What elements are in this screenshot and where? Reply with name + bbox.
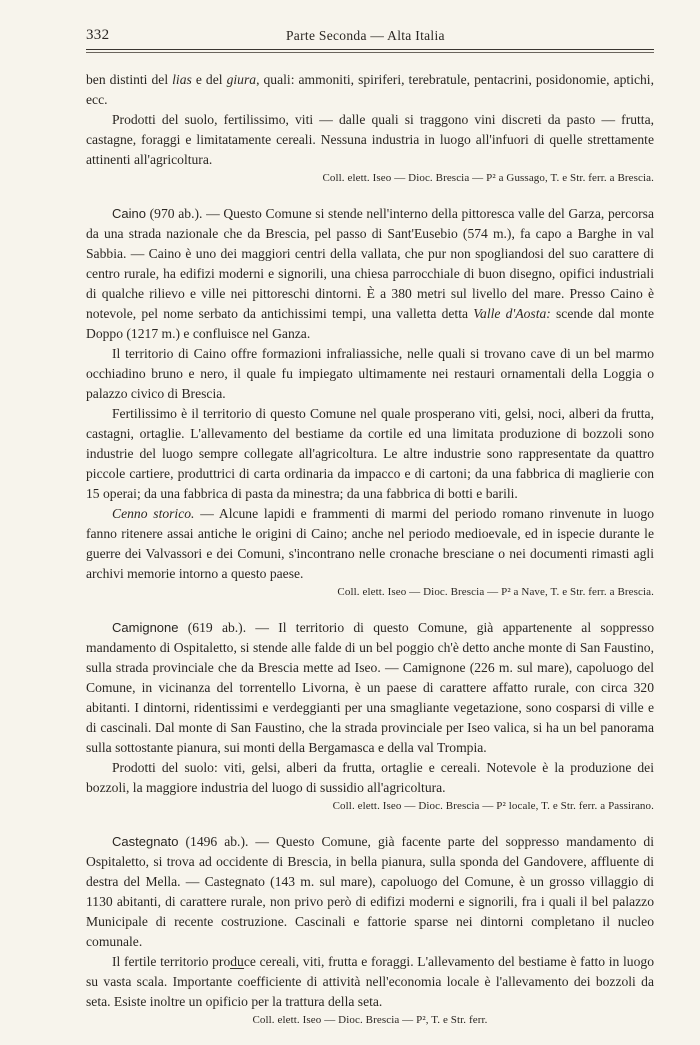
intro-paragraph-2: Prodotti del suolo, fertilissimo, viti — dalle quali si traggono vini discreti da pasto — frutta, castagne, foraggi e limitatamente cereali. Nessuna industria in luogo all'infuori di quelle strettamente attinenti all'agricoltura. xyxy=(86,112,654,167)
entry-name: Castegnato xyxy=(112,834,179,849)
entry-castegnato xyxy=(86,832,654,1028)
running-title: Parte Seconda — Alta Italia xyxy=(286,28,445,43)
page-number: 332 xyxy=(86,27,110,43)
castegnato-paragraph-2: Il fertile territorio produce cereali, viti, frutta e foraggi. L'allevamento del bestiame è fatto in luogo su vasta scala. Importante coefficiente di attività nell'economia locale è l'allevamento dei bozzoli da seta. Esiste inoltre un opificio per la trattura della seta. xyxy=(86,954,654,1009)
entry-caino xyxy=(86,204,654,600)
caino-paragraph-4: Cenno storico. — Alcune lapidi e frammenti di marmi del periodo romano rinvenute in luogo fanno ritenere assai antiche le origini di Caino; anche nel periodo medioevale, ed in ispecie durante le guerre dei Valvassori e dei Comuni, s'incontrano nelle cronache bresciane o nei documenti rimasti agli archivi memorie intorno a questo paese. xyxy=(86,506,654,581)
castegnato-paragraph-1: Castegnato (1496 ab.). — Questo Comune, già facente parte del soppresso mandamento di Ospitaletto, si trova ad occidente di Brescia, in bella pianura, sulla sponda del Gandovere, affluente di destra del Mella. — Castegnato (143 m. sul mare), capoluogo del Comune, è un grosso villaggio di 1130 abitanti, di carattere rurale, non privo però di edifizi moderni e signorili, fra i quali il bel palazzo Municipale di recente costruzione. Cascinali e fattorie sparse nei dintorni completano il nucleo comunale. xyxy=(86,834,654,949)
entry-name: Camignone xyxy=(112,620,179,635)
header-rule xyxy=(86,49,654,50)
page-header xyxy=(86,27,654,49)
caino-paragraph-3: Fertilissimo è il territorio di questo Comune nel quale prosperano viti, gelsi, noci, alberi da frutta, castagni, ortaglie. L'allevamento del bestiame da cortile ed una limitata produzione di bozzoli sono industrie del luogo sempre collegate all'agricoltura. Le altre industrie sono rappresentate da quattro piccole cartiere, produttrici di carta ordinaria da impacco e di cartoni; da una fabbrica di maglierie con 15 operai; da una fabbrica di pasta da minestra; da una fabbrica di botti e barili. xyxy=(86,406,654,501)
end-dash xyxy=(230,968,244,969)
intro-paragraph-1: ben distinti del lias e del giura, quali: ammoniti, spiriferi, terebratule, pentacrini, posidonomie, aptichi, ecc. xyxy=(86,72,654,107)
term-giura: giura xyxy=(226,72,257,87)
castegnato-meta: Coll. elett. Iseo — Dioc. Brescia — P², T. e Str. ferr. xyxy=(252,1014,488,1026)
camignone-paragraph-1: Camignone (619 ab.). — Il territorio di questo Comune, già appartenente al soppresso mandamento di Ospitaletto, si stende alle falde di un bel poggio ch'è detto anche monte di San Faustino, sulla strada provinciale che da Brescia mette ad Iseo. — Camignone (226 m. sul mare), capoluogo del Comune, in vicinanza del torrentello Livorna, è un paese di carattere affatto rurale, con circa 320 abitanti. I dintorni, ridentissimi e verdeggianti per una smagliante vegetazione, sono cosparsi di ville e di cascinali. Dal monte di San Faustino, che la strada provinciale per Iseo valica, si ha un bel panorama sulla sottostante pianura, sui monti della Bergamasca e della val Trompia. xyxy=(86,620,654,755)
header-rule-thin xyxy=(86,52,654,53)
term-lias: lias xyxy=(172,72,192,87)
term-valle-daosta: Valle d'Aosta: xyxy=(473,306,551,321)
caino-paragraph-1: Caino (970 ab.). — Questo Comune si stende nell'interno della pittoresca valle del Garza, percorsa da una strada nazionale che da Brescia, pel passo di Sant'Eusebio (574 m.), fa capo a Barghe in val Sabbia. — Caino è uno dei maggiori centri della vallata, che pur non spogliandosi del suo carattere di centro rurale, ha edifizi moderni e signorili, una chiesa parrocchiale di buon disegno, opifici industriali di qualche rilievo e ville nei pittoreschi dintorni. È a 380 metri sul livello del mare. Presso Caino è notevole, pel nome serbato da antichissimi tempi, una valletta detta Valle d'Aosta: scende dal monte Doppo (1217 m.) e confluisce nel Ganza. xyxy=(86,206,654,341)
camignone-paragraph-2: Prodotti del suolo: viti, gelsi, alberi da frutta, ortaglie e cereali. Notevole è la produzione dei bozzoli, la maggiore industria del luogo di sussidio all'agricoltura. xyxy=(86,760,654,795)
term-cenno-storico: Cenno storico. xyxy=(112,506,195,521)
caino-meta: Coll. elett. Iseo — Dioc. Brescia — P² a Nave, T. e Str. ferr. a Brescia. xyxy=(337,586,654,598)
camignone-meta: Coll. elett. Iseo — Dioc. Brescia — P² locale, T. e Str. ferr. a Passirano. xyxy=(332,800,654,812)
entry-camignone xyxy=(86,618,654,814)
entry-name: Caino xyxy=(112,206,146,221)
caino-paragraph-2: Il territorio di Caino offre formazioni infraliassiche, nelle quali si trovano cave di un bel marmo occhiadino bruno e nero, il quale fu impiegato ultimamente nei restauri ornamentali della Loggia o palazzo civico di Brescia. xyxy=(86,346,654,401)
page-body xyxy=(86,70,654,1028)
intro-meta: Coll. elett. Iseo — Dioc. Brescia — P² a Gussago, T. e Str. ferr. a Brescia. xyxy=(322,172,654,184)
